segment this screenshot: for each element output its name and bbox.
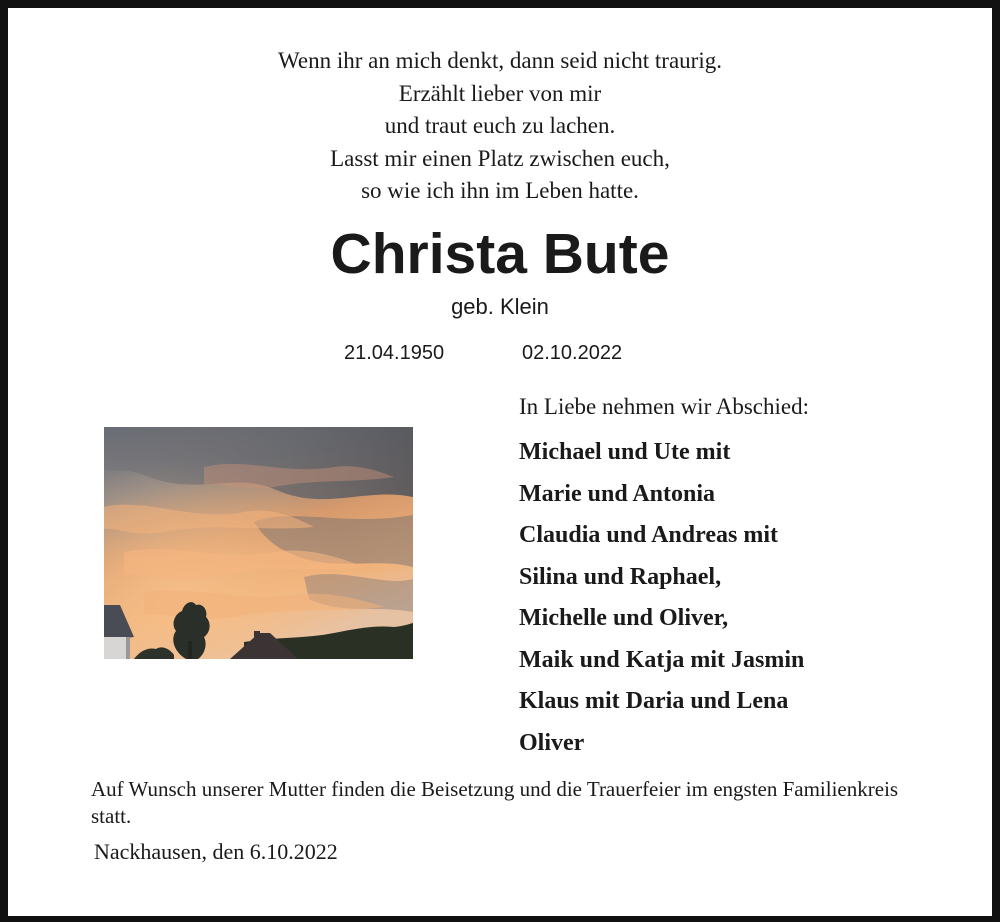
birth-name: geb. Klein bbox=[451, 294, 549, 319]
farewell-heading: In Liebe nehmen wir Abschied: bbox=[519, 394, 809, 419]
place-and-date: Nackhausen, den 6.10.2022 bbox=[94, 839, 338, 864]
mourner-line: Michael und Ute mit bbox=[519, 439, 731, 465]
poem-line: so wie ich ihn im Leben hatte. bbox=[361, 178, 639, 203]
deceased-name: Christa Bute bbox=[330, 222, 670, 286]
mourner-line: Oliver bbox=[519, 729, 585, 756]
funeral-notice: Auf Wunsch unserer Mutter finden die Beisetzung und die Trauerfeier im engsten Familienkreis statt. bbox=[91, 777, 899, 828]
mourner-line: Klaus mit Daria und Lena bbox=[519, 688, 789, 714]
poem-line: Lasst mir einen Platz zwischen euch, bbox=[330, 145, 670, 171]
birth-date: 21.04.1950 bbox=[344, 342, 445, 364]
poem bbox=[0, 45, 1000, 208]
mourners-list bbox=[519, 432, 804, 764]
mourner-line: Maik und Katja mit Jasmin bbox=[519, 646, 805, 673]
sunset-photo bbox=[104, 427, 413, 659]
mourner-line: Silina und Raphael, bbox=[519, 563, 722, 590]
poem-line: Wenn ihr an mich denkt, dann seid nicht traurig. bbox=[278, 48, 722, 73]
mourner-line: Michelle und Oliver, bbox=[519, 605, 729, 631]
poem-line: Erzählt lieber von mir bbox=[398, 80, 602, 106]
death-date: 02.10.2022 bbox=[522, 342, 623, 364]
mourner-line: Marie und Antonia bbox=[519, 480, 716, 507]
mourner-line: Claudia und Andreas mit bbox=[519, 522, 778, 548]
poem-line: und traut euch zu lachen. bbox=[384, 113, 616, 138]
